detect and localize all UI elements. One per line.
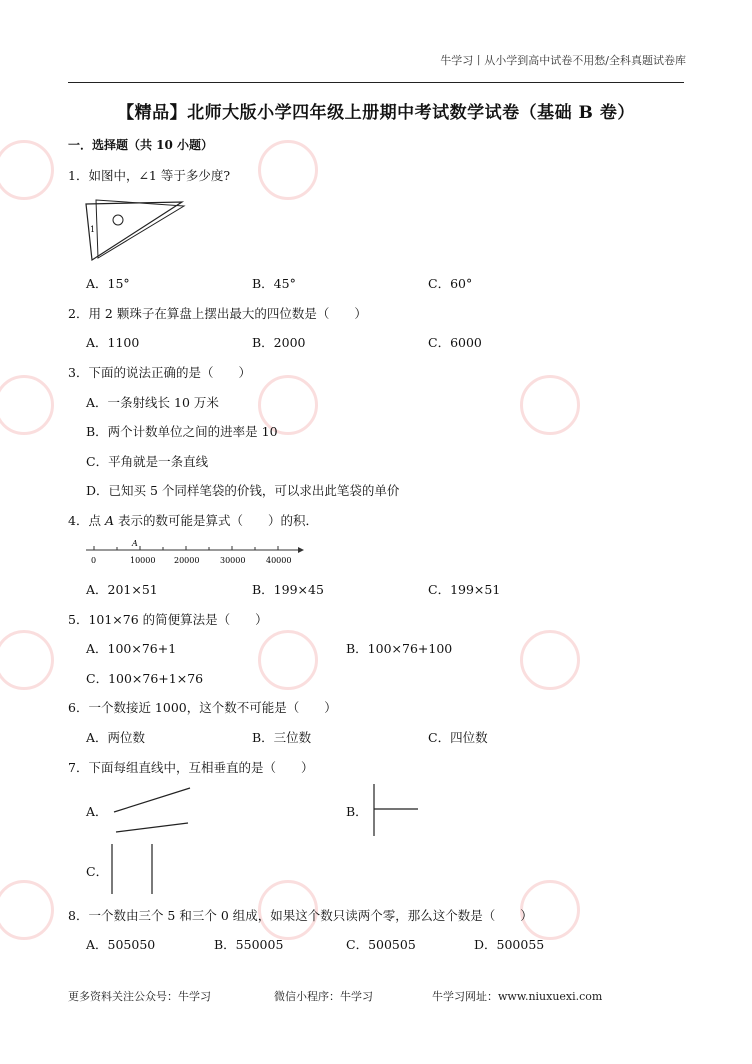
question-7-figure-b [368,782,422,838]
question-4-tick-label: 0 [91,556,97,565]
watermark-logo-icon [0,880,54,940]
question-2-option-a[interactable]: A．1100 [86,335,140,350]
question-4-option-b[interactable]: B．199×45 [252,582,324,597]
question-8-option-d[interactable]: D．500055 [474,937,545,952]
question-4-stem-pre: 4．点 [68,513,105,528]
question-3-option-d[interactable]: D．已知买 5 个同样笔袋的价钱，可以求出此笔袋的单价 [86,483,400,498]
footer-mini-program: 微信小程序：牛学习 [274,990,373,1003]
question-7-figure-a [110,786,192,836]
question-6-option-b[interactable]: B．三位数 [252,730,312,745]
section-heading: 一．选择题（共 10 小题） [68,138,214,152]
question-8-option-a[interactable]: A．505050 [86,937,156,952]
question-7-stem: 7．下面每组直线中，互相垂直的是（ ） [68,760,314,775]
question-2-option-c[interactable]: C．6000 [428,335,482,350]
watermark-logo-icon [520,375,580,435]
question-8-option-c[interactable]: C．500505 [346,937,416,952]
question-5-stem: 5．101×76 的简便算法是（ ） [68,612,268,627]
question-1-option-a[interactable]: A．15° [86,276,130,291]
question-7-option-c[interactable]: C． [86,864,109,879]
watermark-logo-icon [258,630,318,690]
watermark-logo-icon [0,140,54,200]
page-title: 【精品】北师大版小学四年级上册期中考试数学试卷（基础 B 卷） [117,103,635,123]
footer-website[interactable]: 牛学习网址：www.niuxuexi.com [432,990,603,1003]
question-4-option-a[interactable]: A．201×51 [86,582,158,597]
header-site-line: 牛学习丨从小学到高中试卷不用愁/全科真题试卷库 [440,54,686,67]
question-4-option-c[interactable]: C．199×51 [428,582,501,597]
question-2-stem: 2．用 2 颗珠子在算盘上摆出最大的四位数是（ ） [68,306,367,321]
question-4-stem-var: A [104,513,114,528]
question-7-option-a[interactable]: A． [86,804,108,819]
watermark-logo-icon [258,140,318,200]
question-4-tick-label: 30000 [220,556,246,565]
question-8-option-b[interactable]: B．550005 [214,937,284,952]
question-3-option-c[interactable]: C．平角就是一条直线 [86,454,209,469]
question-4-tick-label: 10000 [130,556,156,565]
question-1-option-b[interactable]: B．45° [252,276,296,291]
question-1-angle-label: 1 [90,225,96,234]
watermark-logo-icon [0,630,54,690]
question-3-option-b[interactable]: B．两个计数单位之间的进率是 10 [86,424,278,439]
question-4-point-label: A [132,539,138,548]
question-1-stem: 1．如图中，∠1 等于多少度? [68,168,231,183]
question-5-option-c[interactable]: C．100×76+1×76 [86,671,204,686]
question-6-option-a[interactable]: A．两位数 [86,730,146,745]
question-1-option-c[interactable]: C．60° [428,276,473,291]
watermark-logo-icon [520,630,580,690]
question-7-figure-c [108,842,158,896]
question-6-stem: 6．一个数接近 1000，这个数不可能是（ ） [68,700,337,715]
question-1-triangle-figure [84,196,194,266]
question-4-tick-label: 40000 [266,556,292,565]
header-divider [68,82,684,83]
question-5-option-b[interactable]: B．100×76+100 [346,641,453,656]
question-7-option-b[interactable]: B． [346,804,368,819]
question-4-number-line [84,538,306,568]
watermark-logo-icon [0,375,54,435]
footer-wechat-account: 更多资料关注公众号：牛学习 [68,990,211,1003]
question-8-stem: 8．一个数由三个 5 和三个 0 组成，如果这个数只读两个零，那么这个数是（ ） [68,908,533,923]
question-6-option-c[interactable]: C．四位数 [428,730,488,745]
question-4-tick-label: 20000 [174,556,200,565]
question-3-option-a[interactable]: A．一条射线长 10 万米 [86,395,219,410]
question-4-stem-post: 表示的数可能是算式（ ）的积． [113,513,318,528]
question-5-option-a[interactable]: A．100×76+1 [86,641,177,656]
question-4-stem [68,511,318,529]
question-3-stem: 3．下面的说法正确的是（ ） [68,365,251,380]
question-2-option-b[interactable]: B．2000 [252,335,306,350]
